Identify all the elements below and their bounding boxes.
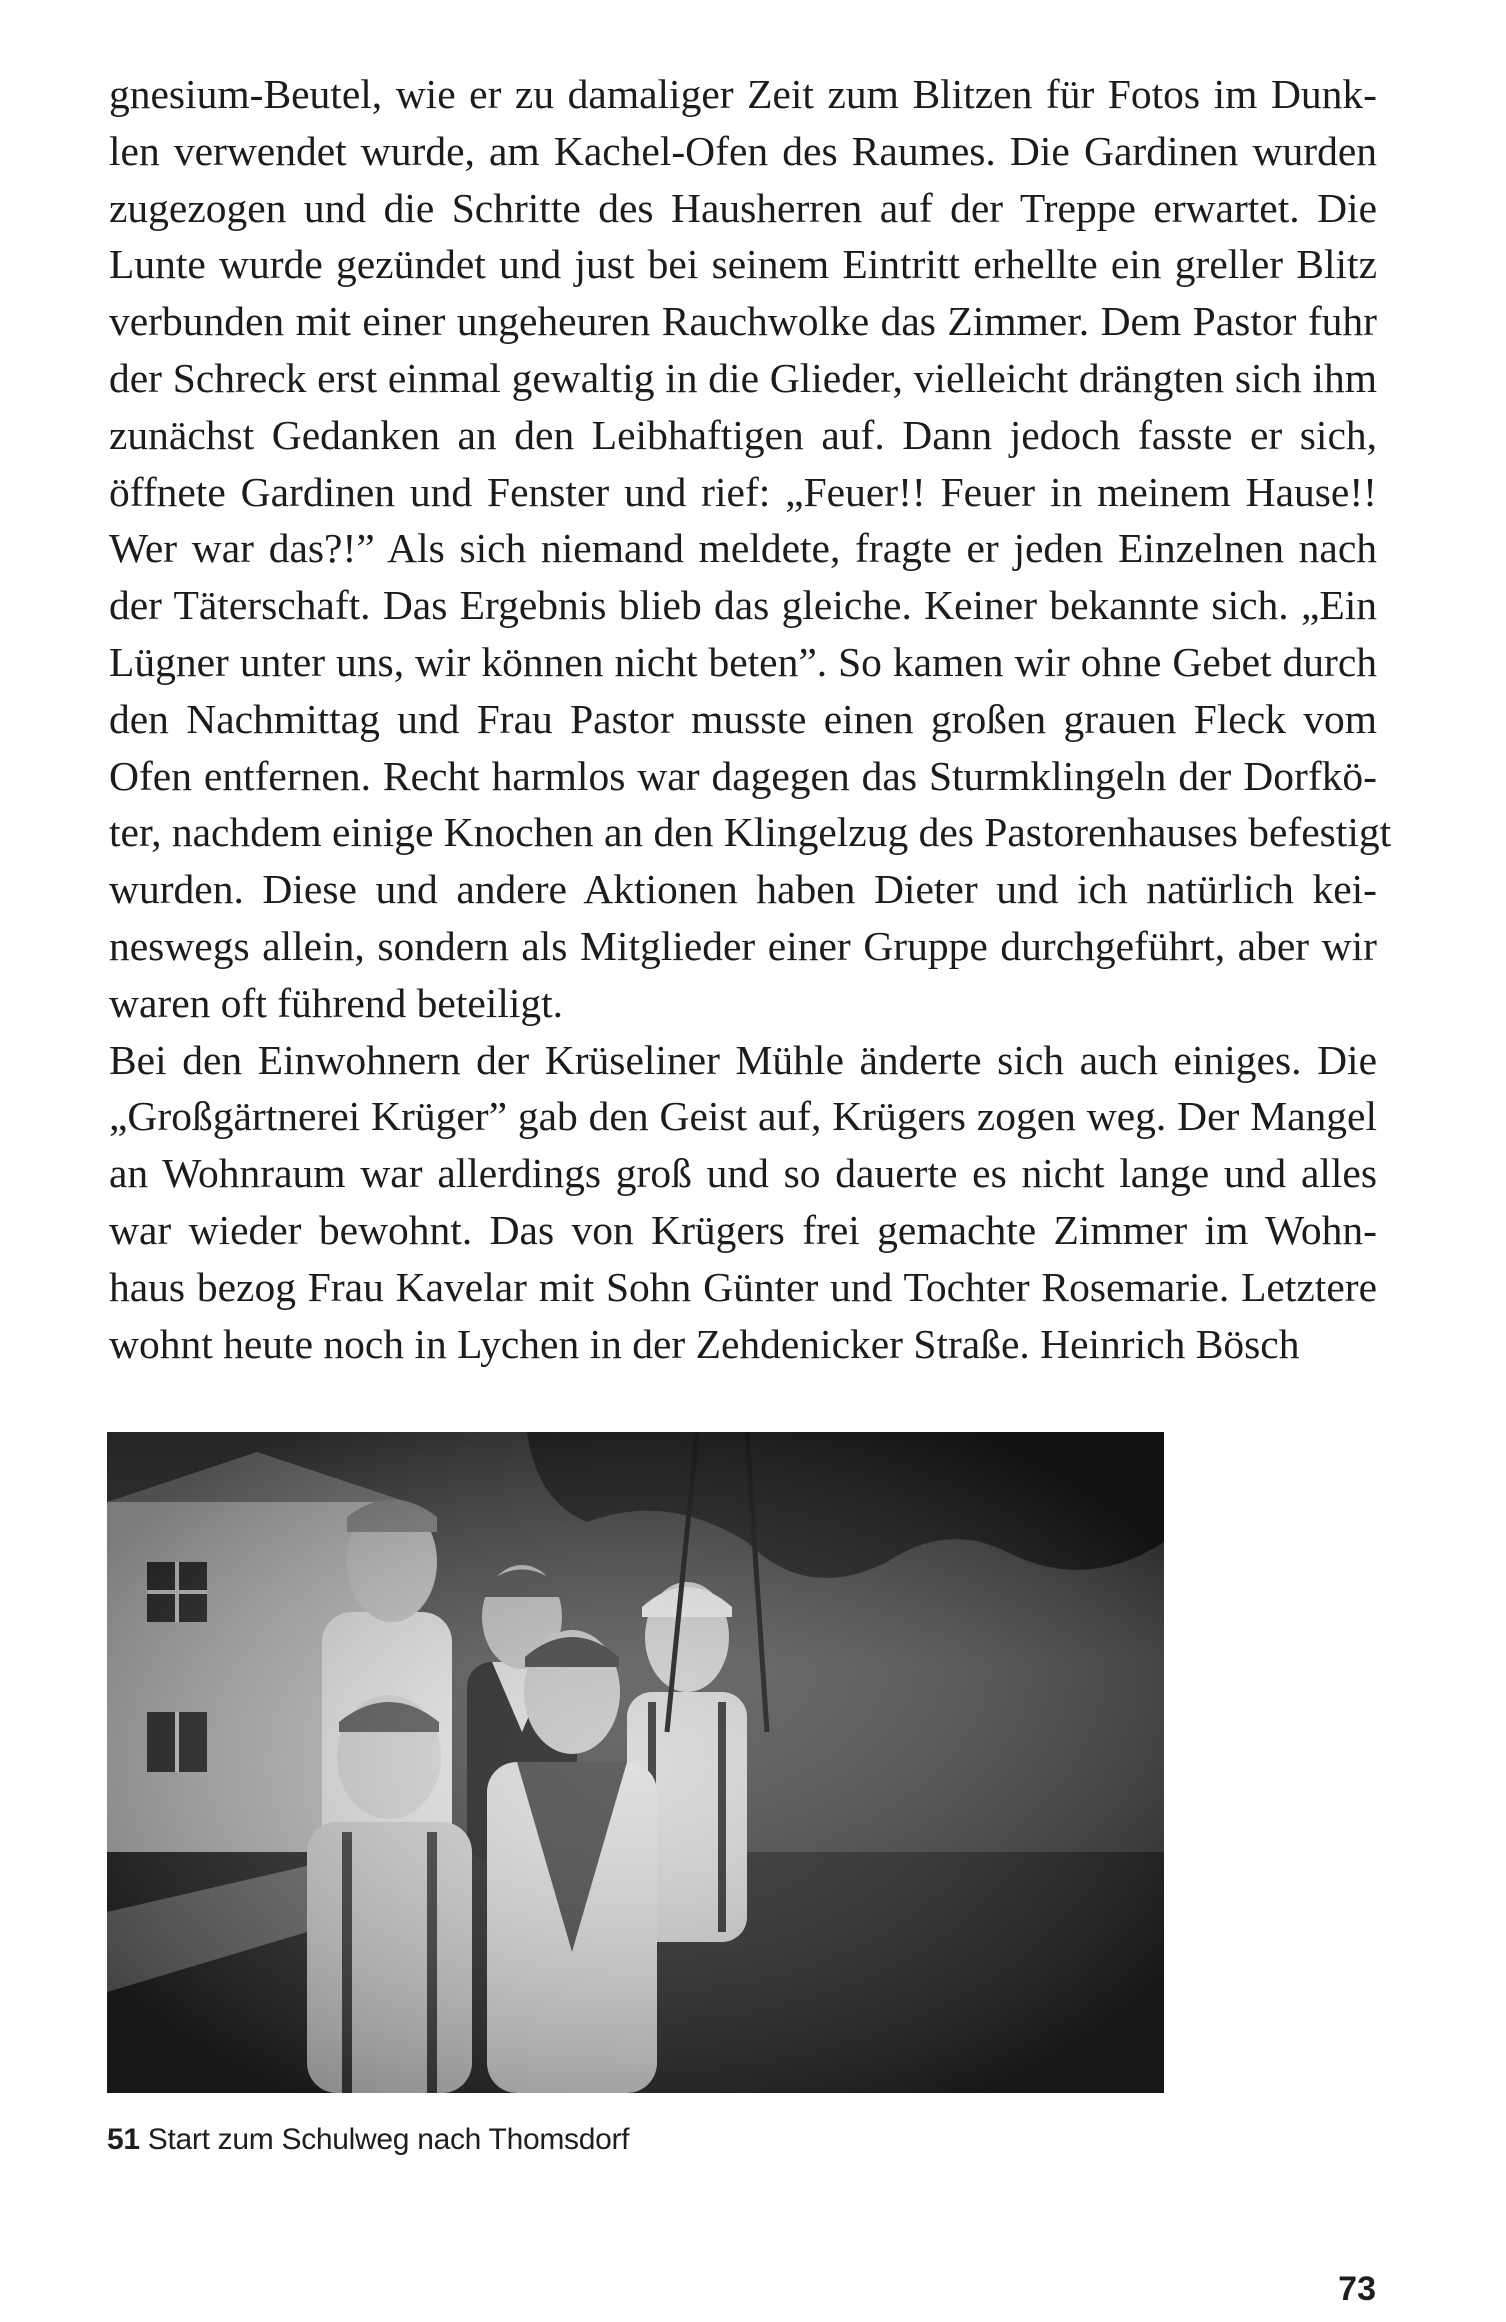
photograph <box>107 1432 1164 2093</box>
caption-text: Start zum Schulweg nach Thomsdorf <box>147 2123 630 2156</box>
text-line: Lügner unter uns, wir können nicht beten”. So kamen wir ohne Gebet durch <box>109 638 1377 685</box>
photo-five-boys-icon <box>107 1432 1164 2093</box>
text-line: gnesium-Beutel, wie er zu damaliger Zeit zum Blitzen für Fotos im Dunk- <box>109 71 1377 117</box>
page-number: 73 <box>1338 2270 1376 2308</box>
text-line: ter, nachdem einige Knochen an den Klingelzug des Pastorenhauses befestigt <box>109 809 1392 856</box>
text-line: verbunden mit einer ungeheuren Rauchwolke das Zimmer. Dem Pastor fuhr <box>109 298 1377 345</box>
text-line: Ofen entfernen. Recht harmlos war dagegen das Sturmklingeln der Dorfkö- <box>109 752 1377 799</box>
text-line: zugezogen und die Schritte des Hausherren auf der Treppe erwartet. Die <box>109 184 1377 231</box>
text-line: waren oft führend beteiligt. <box>109 979 564 1026</box>
text-line: wohnt heute noch in Lychen in der Zehdenicker Straße. Heinrich Bösch <box>109 1320 1300 1367</box>
text-line: Bei den Einwohnern der Krüseliner Mühle änderte sich auch einiges. Die <box>109 1036 1377 1083</box>
text-line: öffnete Gardinen und Fenster und rief: „Feuer!! Feuer in meinem Hause!! <box>109 468 1377 515</box>
text-line: an Wohnraum war allerdings groß und so dauerte es nicht lange und alles <box>109 1150 1377 1197</box>
text-line: wurden. Diese und andere Aktionen haben Dieter und ich natürlich kei- <box>109 866 1377 913</box>
body-text <box>109 66 1392 1372</box>
text-line: war wieder bewohnt. Das von Krügers frei gemachte Zimmer im Wohn- <box>109 1206 1377 1253</box>
text-line: haus bezog Frau Kavelar mit Sohn Günter und Tochter Rosemarie. Letztere <box>109 1263 1377 1310</box>
text-line: Lunte wurde gezündet und just bei seinem Eintritt erhellte ein greller Blitz <box>109 241 1377 288</box>
figure-number: 51 <box>107 2123 140 2156</box>
text-line: neswegs allein, sondern als Mitglieder einer Gruppe durchgeführt, aber wir <box>109 922 1377 969</box>
text-line: den Nachmittag und Frau Pastor musste einen großen grauen Fleck vom <box>109 695 1377 742</box>
text-line: Wer war das?!” Als sich niemand meldete, fragte er jeden Einzelnen nach <box>109 525 1377 572</box>
figure-caption <box>107 2122 629 2158</box>
text-line: zunächst Gedanken an den Leibhaftigen auf. Dann jedoch fasste er sich, <box>109 411 1377 458</box>
text-line: „Großgärtnerei Krüger” gab den Geist auf, Krügers zogen weg. Der Mangel <box>109 1093 1377 1140</box>
text-line: der Schreck erst einmal gewaltig in die Glieder, vielleicht drängten sich ihm <box>109 354 1377 401</box>
text-line: der Täterschaft. Das Ergebnis blieb das gleiche. Keiner bekannte sich. „Ein <box>109 582 1377 629</box>
text-line: len verwendet wurde, am Kachel-Ofen des Raumes. Die Gardinen wurden <box>109 127 1377 174</box>
